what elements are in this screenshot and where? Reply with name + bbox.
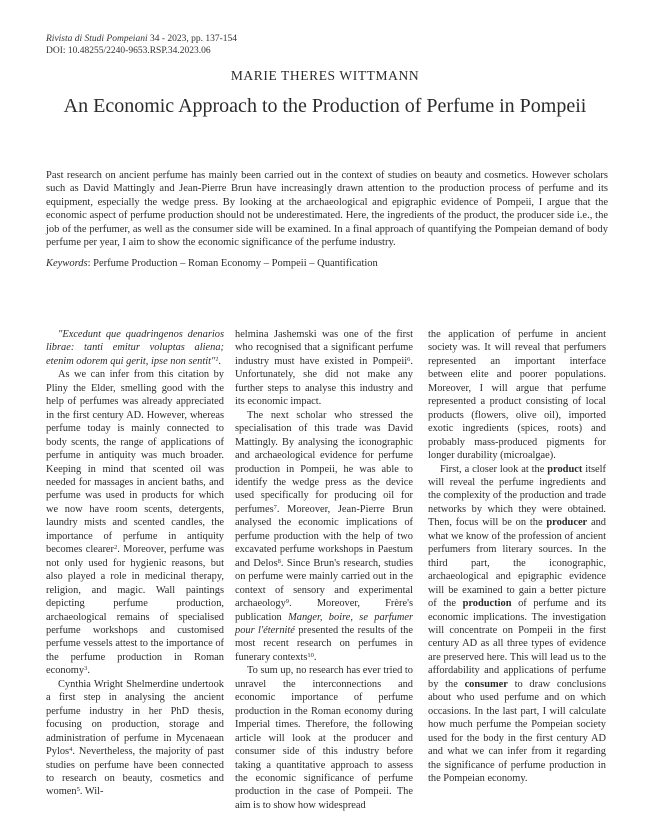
paragraph-text: . Wil-	[79, 786, 104, 798]
paragraph-text: and what we know of the profession of ancient perfumers from literary sources. In the third part, the iconographic, archaeological and epigraphic evidence will be examined to gain a better picture of the	[428, 517, 606, 610]
emphasis-product: product	[547, 463, 583, 475]
epigraph-quote: "Excedunt que quadringenos denarios librae: tanti emitur voluptas aliena; etenim odorem qui gerit, ipse non sentit"	[46, 329, 224, 367]
emphasis-producer: producer	[546, 517, 588, 529]
paragraph	[235, 328, 413, 409]
journal-header	[46, 33, 237, 57]
footnote-ref[interactable]: 9	[285, 598, 290, 606]
article-title: An Economic Approach to the Production of Perfume in Pompeii	[63, 95, 587, 117]
paragraph-text: . Moreover, Frère's publication	[235, 598, 413, 623]
footnote-ref[interactable]: 3	[84, 665, 88, 673]
paragraph	[46, 368, 224, 677]
paragraph	[428, 463, 606, 786]
footnote-ref[interactable]: 4	[69, 746, 73, 754]
journal-details: 34 - 2023, pp. 137-154	[147, 34, 238, 44]
footnote-ref[interactable]: 10	[307, 651, 314, 659]
sentence-end: .	[313, 651, 317, 663]
paragraph-text: of perfume and its economic implications. The investigation will concentrate on Pompeii in the first century AD as all three types of evidence are preserved here. This will lead us to the affordability and applications of perfume by the	[428, 598, 607, 690]
emphasis-production: production	[462, 598, 512, 610]
footnote-ref[interactable]: 5	[76, 786, 80, 794]
paragraph-text: presented the results of the most recent research on perfumes in funerary contexts	[235, 624, 413, 663]
paragraph-text: First, a closer look at the	[440, 463, 548, 475]
body-column-1	[46, 328, 224, 799]
author-name: MARIE THERES WITTMANN	[230, 68, 420, 83]
abstract: Past research on ancient perfume has mainly been carried out in the context of studies on beauty and cosmetics. However scholars such as David Mattingly and Jean-Pierre Brun have increasingly drawn attention to the production process of perfume and its equipment, especially the wedge press. By looking at the archaeological and epigraphic evidence of Pompeii, I argue that the economic aspect of perfume production should not be underestimated. Here, the ingredients of the product, the producer side i.e., the job of the perfumer, as well as the consumer side will be examined. In a final approach of quantifying the Pompeian demand of body perfume per year, I aim to show the economic significance of the perfume industry.	[46, 170, 608, 249]
paragraph	[235, 409, 413, 665]
keywords-label: Keywords	[46, 258, 88, 269]
body-column-3	[428, 328, 606, 785]
body-column-2	[235, 328, 413, 812]
paragraph	[428, 328, 606, 463]
paragraph-text: Cynthia Wright Shelmerdine undertook a first step in analysing the ancient perfume industry in her PhD thesis, focusing on production, storage and administration of perfume in Mycenaean Pylos	[46, 678, 224, 758]
paragraph-text: . Moreover, perfume was not only used for hygienic reasons, but also played a role in medicinal therapy, religion, and magic. Wall paintings depicting perfume production, archaeological remains of specialised perfume workshops and customised perfume vessels attest to the importance of the perfume production in Roman economy	[46, 544, 224, 677]
paragraph-text: to draw conclusions about who used perfume and on which occasions. In the last part, I will calculate how much perfume the Pompeian society used for the body in the first century AD and what we can infer from it regarding the significance of perfume production in the Pompeian economy.	[428, 678, 606, 784]
paragraph-text: the application of perfume in ancient society was. It will reveal that perfumers represented an important interface between elite and poorer populations. Moreover, I will argue that perfume represented a product consisting of local products (flowers, olive oil), imported exotic ingredients (spices, roots) and probably mass-produced pigments for longer durability (microalgae).	[428, 329, 606, 462]
paragraph-text: The next scholar who stressed the specialisation of this trade was David Mattingly. By analysing the iconographic and archaeological evidence for perfume production in Pompeii, he was able to identify the wedge press as the device used specifically for producing oil for perfumes	[235, 409, 413, 515]
paragraph	[235, 664, 413, 812]
footnote-ref[interactable]: 7	[273, 503, 277, 511]
footnote-ref[interactable]: 6	[407, 355, 411, 363]
paragraph-text: As we can infer from this citation by Pliny the Elder, smelling good with the help of perfumes was already appreciated in the first century AD. However, whereas perfume today is mainly connected to body scents, the range of applications of perfume in antiquity was much broader. Keeping in mind that scented oil was needed for massages in ancient baths, and perfume was used in products for which we now have room scents, detergents, laundry mists and scented candles, the importance of perfume in antiquity becomes clearer	[46, 369, 224, 556]
emphasis-consumer: consumer	[464, 678, 508, 690]
paragraph-text: . Nevertheless, the majority of past studies on perfume have been connected to research on beauty, cosmetics and women	[46, 746, 224, 798]
paragraph-text: itself will reveal the perfume ingredients and the complexity of the production and trade networks by which they were obtained. Then, focus will be on the	[428, 463, 607, 529]
paragraph-text: . Since Brun's research, studies on perfume were mainly carried out in the context of sensory and experimental archaeology	[235, 557, 413, 610]
sentence-end: .	[87, 665, 90, 677]
epigraph	[46, 328, 224, 368]
epigraph-end: .	[218, 355, 222, 367]
footnote-ref[interactable]: 1	[215, 355, 219, 363]
paragraph	[46, 678, 224, 799]
paragraph-text: To sum up, no research has ever tried to unravel the interconnections and economic importance of perfume production in the Roman economy during Imperial times. Therefore, the following article will look at the producer and consumer side of this industry before taking a quantitative approach to assess the economic significance of perfume production in the case of Pompeii. The aim is to show how widespread	[235, 665, 413, 811]
journal-title: Rivista di Studi Pompeiani	[46, 34, 148, 44]
paragraph-text: helmina Jashemski was one of the first who recognised that a significant perfume industry must have existed in Pompeii	[235, 329, 413, 367]
keywords	[46, 257, 378, 270]
cited-title: Manger, boire, se parfumer pour l'éternité	[235, 611, 413, 636]
keywords-text: : Perfume Production – Roman Economy – Pompeii – Quantification	[87, 258, 378, 269]
footnote-ref[interactable]: 8	[277, 557, 281, 565]
paragraph-text: . Moreover, Jean-Pierre Brun analysed the economic implications of perfume production with the help of two excavated perfume workshops in Paestum and Delos	[235, 503, 413, 569]
paragraph-text: . Unfortunately, she did not make any further steps to analyse this industry and its economic impact.	[235, 355, 413, 408]
journal-citation	[46, 33, 237, 45]
footnote-ref[interactable]: 2	[114, 544, 118, 552]
doi[interactable]: DOI: 10.48255/2240-9653.RSP.34.2023.06	[46, 46, 211, 56]
